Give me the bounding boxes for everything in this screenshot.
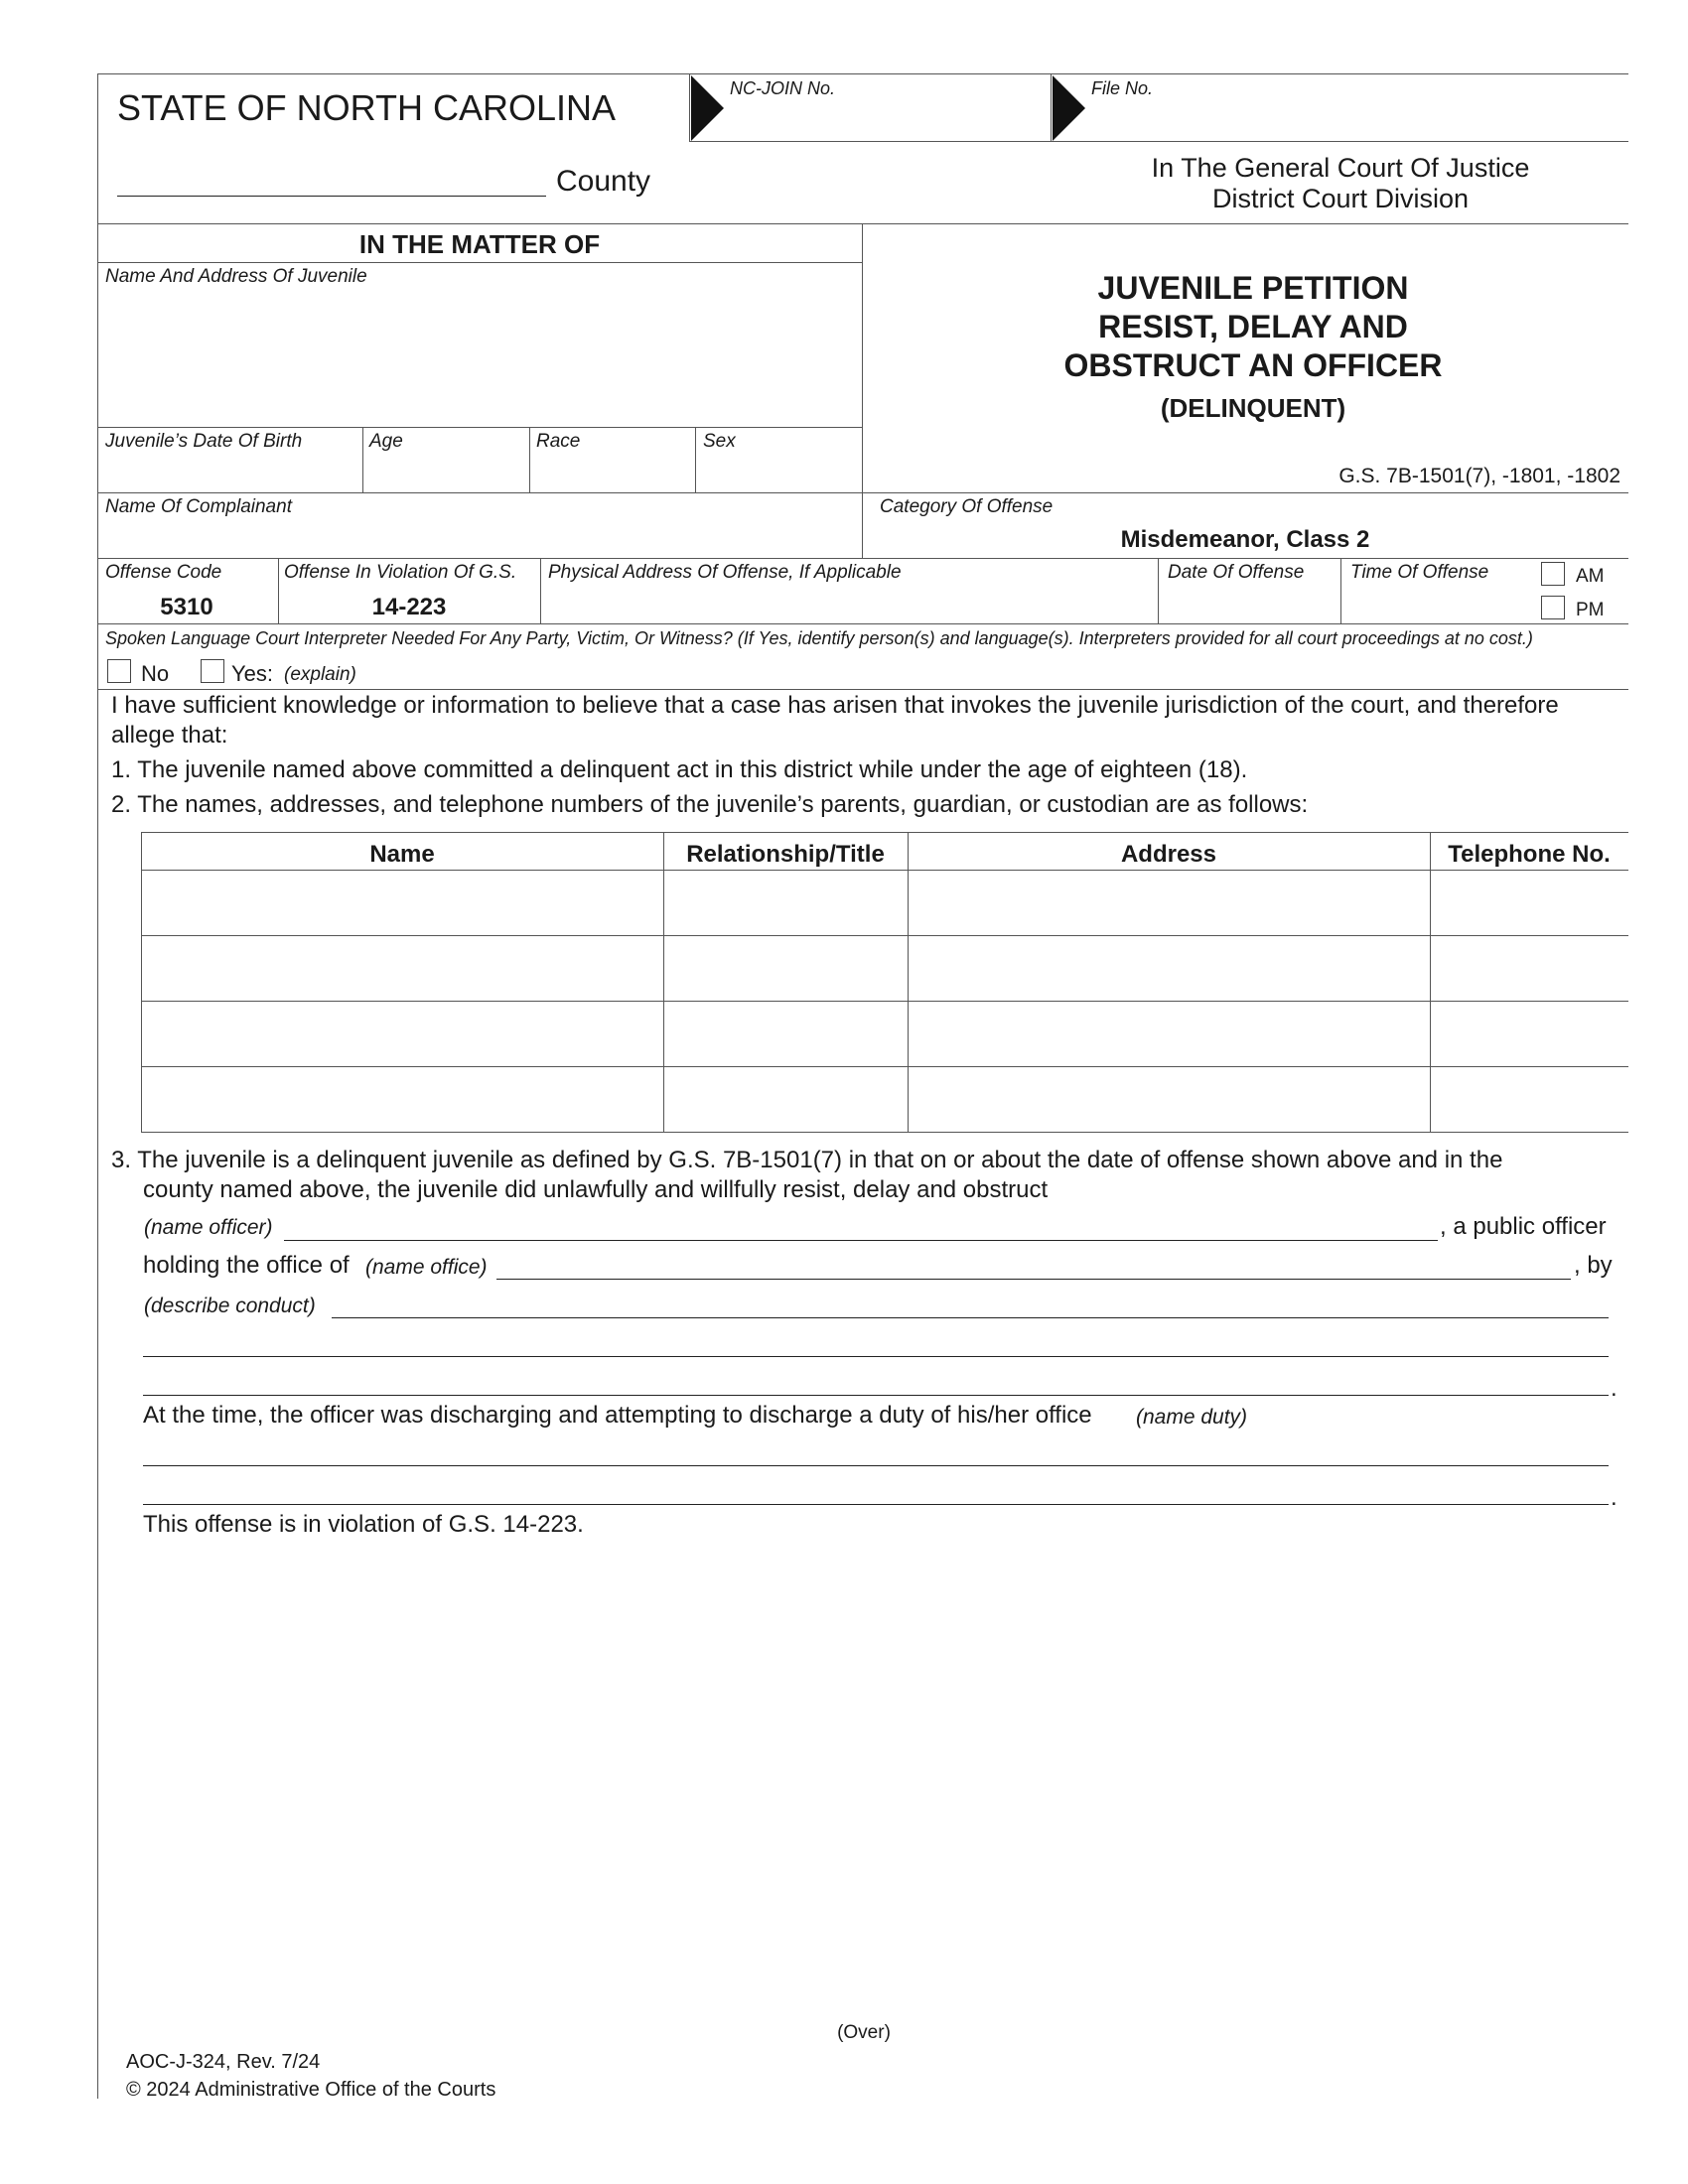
race-label: Race [536, 431, 581, 452]
county-label: County [556, 165, 651, 198]
duty-period: . [1611, 1484, 1618, 1511]
race-divider [529, 427, 530, 492]
table-top-line [141, 832, 1628, 833]
file-divider [1051, 73, 1052, 141]
ncjoin-label: NC-JOIN No. [730, 78, 836, 98]
table-row[interactable] [143, 1068, 1626, 1130]
table-row-line-3 [141, 1066, 1628, 1067]
allegation-intro-1: I have sufficient knowledge or information to believe that a case has arisen that invokes the juvenile jurisdiction of the court, and therefore [111, 692, 1559, 719]
name-address-label: Name And Address Of Juvenile [105, 266, 367, 287]
sex-label: Sex [703, 431, 736, 452]
category-value: Misdemeanor, Class 2 [1120, 526, 1370, 553]
file-label: File No. [1091, 78, 1154, 98]
allegation-item-1: 1. The juvenile named above committed a delinquent act in this district while under the age of eighteen (18). [111, 756, 1248, 783]
allegation-intro-2: allege that: [111, 722, 228, 749]
offense-top-line [97, 558, 1628, 559]
table-row[interactable] [143, 872, 1626, 933]
ncjoin-divider [689, 73, 690, 141]
age-divider [362, 427, 363, 492]
top-border [97, 73, 1628, 74]
conduct-field-1[interactable] [332, 1317, 1609, 1318]
over-note: (Over) [837, 2022, 891, 2043]
table-bottom-line [141, 1132, 1628, 1133]
allegation-item-2: 2. The names, addresses, and telephone numbers of the juvenile’s parents, guardian, or custodian are as follows: [111, 791, 1309, 818]
table-header-line [141, 870, 1628, 871]
conduct-field-2[interactable] [143, 1356, 1609, 1357]
interpreter-no-label: No [141, 661, 170, 686]
item3-line-1: 3. The juvenile is a delinquent juvenile as defined by G.S. 7B-1501(7) in that on or about the date of offense shown above and in the [111, 1147, 1503, 1173]
table-header-name: Name [369, 841, 435, 868]
offense-date-label: Date Of Offense [1168, 562, 1305, 583]
court-line-2: District Court Division [1211, 184, 1470, 213]
holding-office-text: holding the office of [143, 1252, 350, 1279]
interpreter-yes-checkbox[interactable] [201, 659, 224, 683]
pm-label: PM [1576, 600, 1605, 620]
table-col-0 [141, 832, 142, 1132]
name-office-field[interactable] [496, 1279, 1571, 1280]
copyright: © 2024 Administrative Office of the Courts [126, 2079, 496, 2101]
table-row[interactable] [143, 937, 1626, 999]
sex-divider [695, 427, 696, 492]
by-text: , by [1574, 1252, 1613, 1279]
matter-heading: IN THE MATTER OF [358, 229, 601, 259]
pm-checkbox[interactable] [1541, 596, 1565, 619]
name-officer-field[interactable] [284, 1240, 1438, 1241]
offense-address-label: Physical Address Of Offense, If Applicable [548, 562, 902, 583]
age-label: Age [369, 431, 403, 452]
table-header-address: Address [1120, 841, 1217, 868]
state-name: STATE OF NORTH CAROLINA [117, 87, 617, 128]
conduct-field-3[interactable] [143, 1395, 1609, 1396]
address-divider [540, 558, 541, 623]
complainant-label: Name Of Complainant [105, 496, 292, 517]
table-row[interactable] [143, 1003, 1626, 1064]
describe-conduct-label: (describe conduct) [144, 1295, 316, 1317]
duty-field-2[interactable] [143, 1504, 1609, 1505]
am-checkbox[interactable] [1541, 562, 1565, 586]
name-duty-label: (name duty) [1136, 1406, 1248, 1429]
item3-line-2: county named above, the juvenile did unlawfully and willfully resist, delay and obstruct [143, 1176, 1049, 1203]
ncjoin-arrow-icon [691, 75, 724, 141]
time-divider [1340, 558, 1341, 623]
conduct-period: . [1611, 1375, 1618, 1402]
header-mid-line [689, 141, 1628, 142]
complainant-top-line [97, 492, 1628, 493]
title-line-1: JUVENILE PETITION [1097, 270, 1409, 306]
title-line-3: OBSTRUCT AN OFFICER [1063, 347, 1443, 383]
form-id: AOC-J-324, Rev. 7/24 [126, 2051, 321, 2073]
date-divider [1158, 558, 1159, 623]
matter-heading-line [97, 262, 862, 263]
interpreter-no-checkbox[interactable] [107, 659, 131, 683]
statute-ref: G.S. 7B-1501(7), -1801, -1802 [1338, 465, 1620, 487]
table-header-relationship: Relationship/Title [686, 841, 885, 868]
violation-value: 14-223 [371, 594, 447, 620]
violation-label: Offense In Violation Of G.S. [284, 562, 517, 583]
name-officer-label: (name officer) [144, 1216, 273, 1239]
public-officer-text: , a public officer [1440, 1213, 1607, 1240]
matter-top-line [97, 223, 1628, 224]
title-line-4: (DELINQUENT) [1160, 393, 1346, 423]
dob-label: Juvenile’s Date Of Birth [105, 431, 303, 452]
table-header-telephone: Telephone No. [1448, 841, 1611, 868]
offense-time-label: Time Of Offense [1350, 562, 1489, 583]
table-row-line-2 [141, 1001, 1628, 1002]
title-line-2: RESIST, DELAY AND [1098, 309, 1408, 344]
interpreter-yes-label: Yes: [231, 661, 274, 686]
am-label: AM [1576, 566, 1605, 587]
interpreter-top-line [97, 623, 1628, 624]
violation-statement: This offense is in violation of G.S. 14-223. [143, 1511, 584, 1538]
category-label: Category Of Offense [880, 496, 1054, 517]
interpreter-explain-label: (explain) [284, 664, 356, 685]
county-field[interactable] [117, 196, 546, 197]
file-arrow-icon [1053, 75, 1085, 141]
dob-top-line [97, 427, 862, 428]
name-office-label: (name office) [365, 1256, 488, 1279]
duty-field-1[interactable] [143, 1465, 1609, 1466]
duty-text: At the time, the officer was discharging and attempting to discharge a duty of his/her office [143, 1402, 1092, 1429]
court-line-1: In The General Court Of Justice [1151, 153, 1530, 183]
name-address-field[interactable] [99, 290, 858, 423]
interpreter-question: Spoken Language Court Interpreter Needed For Any Party, Victim, Or Witness? (If Yes, identify person(s) and language(s). Interpreters provided for all court proceedings at no cost.) [105, 628, 1533, 648]
table-row-line-1 [141, 935, 1628, 936]
offense-code-label: Offense Code [105, 562, 222, 583]
left-border [97, 73, 98, 2099]
allegation-top-line [97, 689, 1628, 690]
offense-code-value: 5310 [160, 594, 213, 620]
